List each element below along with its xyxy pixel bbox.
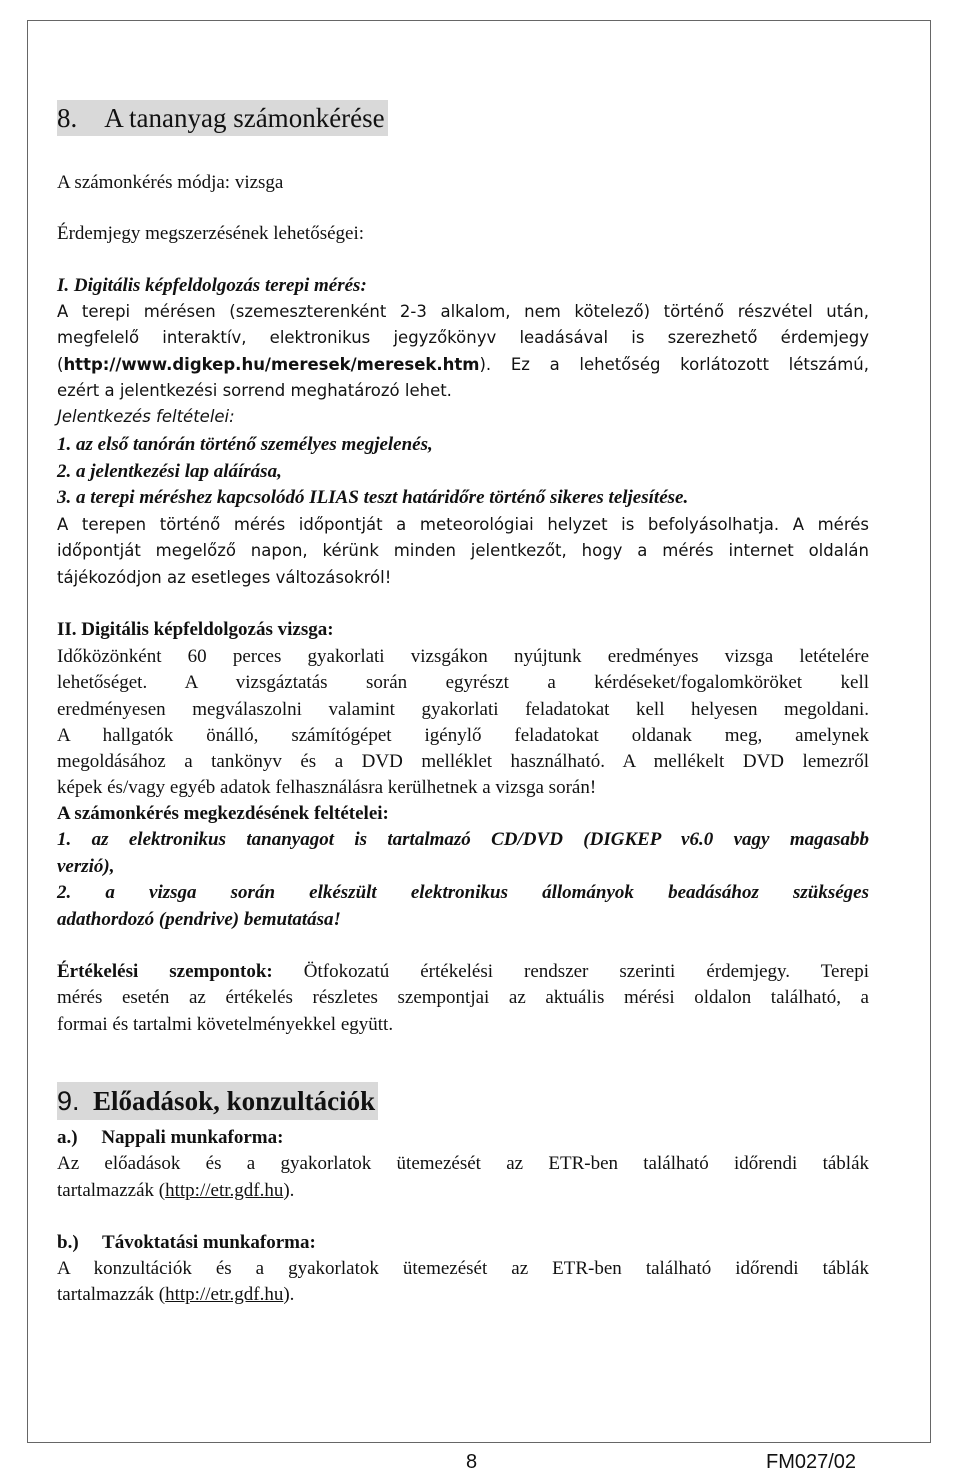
evaluation-line: Értékelési szempontok: Ötfokozatú értékelési rendszer szerinti érdemjegy. Terepi: [57, 961, 869, 982]
start-conditions-heading: A számonkérés megkezdésének feltételei:: [57, 803, 389, 824]
part1-heading: I. Digitális képfeldolgozás terepi mérés:: [57, 275, 367, 296]
start-condition-item: 1. az elektronikus tananyagot is tartalmazó CD/DVD (DIGKEP v6.0 vagy magasabb: [57, 829, 869, 850]
etr-link[interactable]: http://etr.gdf.hu: [165, 1180, 284, 1201]
digkep-link[interactable]: http://www.digkep.hu/meresek/meresek.htm: [63, 355, 480, 374]
start-condition-item: 2. a vizsga során elkészült elektronikus állományok beadásához szükséges: [57, 882, 869, 903]
daytime-text-line: tartalmazzák (http://etr.gdf.hu).: [57, 1180, 295, 1201]
part2-text-line: eredményesen megválaszolni valamint gyakorlati feladatokat kell helyesen megoldani.: [57, 699, 869, 720]
section-9-heading: 9. Előadások, konzultációk: [57, 1082, 378, 1120]
part1-text-line: A terepi mérésen (szemeszterenként 2-3 alkalom, nem kötelező) történő részvétel után,: [57, 302, 869, 321]
daytime-heading: a.) Nappali munkaforma:: [57, 1127, 284, 1148]
part1-text-line: időpontját megelőző napon, kérünk minden jelentkezőt, hogy a mérés internet oldalán: [57, 541, 869, 560]
part2-text-line: Időközönként 60 perces gyakorlati vizsgákon nyújtunk eredményes vizsga letételére: [57, 646, 869, 667]
part1-text-line: megfelelő interaktív, elektronikus jegyzőkönyv leadásával is szerezhető érdemjegy: [57, 328, 869, 347]
part2-text-line: A hallgatók önálló, számítógépet igénylő feladatokat oldanak meg, amelynek: [57, 725, 869, 746]
part1-text-line: (http://www.digkep.hu/meresek/meresek.htm). Ez a lehetőség korlátozott létszámú,: [57, 355, 869, 374]
start-condition-item: verzió),: [57, 856, 115, 877]
part2-text-line: megoldásához a tankönyv és a DVD melléklet használható. A mellékelt DVD lemezről: [57, 751, 869, 772]
evaluation-label: Értékelési szempontok:: [57, 961, 273, 982]
section-8-heading: 8. A tananyag számonkérése: [57, 100, 388, 136]
part2-text-line: lehetőséget. A vizsgáztatás során egyrészt a kérdéseket/fogalomköröket kell: [57, 672, 869, 693]
condition-item: 2. a jelentkezési lap aláírása,: [57, 461, 282, 482]
distance-text-line: tartalmazzák (http://etr.gdf.hu).: [57, 1284, 295, 1305]
page-number: 8: [466, 1451, 478, 1473]
evaluation-line: formai és tartalmi követelményekkel együtt.: [57, 1014, 394, 1035]
part2-heading: II. Digitális képfeldolgozás vizsga:: [57, 619, 334, 640]
grade-options-heading: Érdemjegy megszerzésének lehetőségei:: [57, 223, 365, 244]
distance-heading: b.) Távoktatási munkaforma:: [57, 1232, 316, 1253]
part1-text-line: ezért a jelentkezési sorrend meghatározó lehet.: [57, 381, 452, 400]
distance-text-line: A konzultációk és a gyakorlatok ütemezését az ETR-ben található időrendi táblák: [57, 1258, 869, 1279]
start-condition-item: adathordozó (pendrive) bemutatása!: [57, 909, 341, 930]
exam-mode: A számonkérés módja: vizsga: [57, 172, 284, 193]
part1-text-line: A terepen történő mérés időpontját a meteorológiai helyzet is befolyásolhatja. A mérés: [57, 515, 869, 534]
part1-text-line: tájékozódjon az esetleges változásokról!: [57, 568, 392, 587]
condition-item: 1. az első tanórán történő személyes megjelenés,: [57, 434, 433, 455]
part2-text-line: képek és/vagy egyéb adatok felhasználásra kerülhetnek a vizsga során!: [57, 777, 597, 798]
conditions-heading: Jelentkezés feltételei:: [57, 407, 235, 426]
evaluation-line: mérés esetén az értékelés részletes szempontjai az aktuális mérési oldalon található, a: [57, 987, 869, 1008]
condition-item: 3. a terepi méréshez kapcsolódó ILIAS teszt határidőre történő sikeres teljesítése.: [57, 487, 689, 508]
document-code: FM027/02: [766, 1451, 857, 1473]
etr-link[interactable]: http://etr.gdf.hu: [165, 1284, 284, 1305]
daytime-text-line: Az előadások és a gyakorlatok ütemezését az ETR-ben található időrendi táblák: [57, 1153, 869, 1174]
